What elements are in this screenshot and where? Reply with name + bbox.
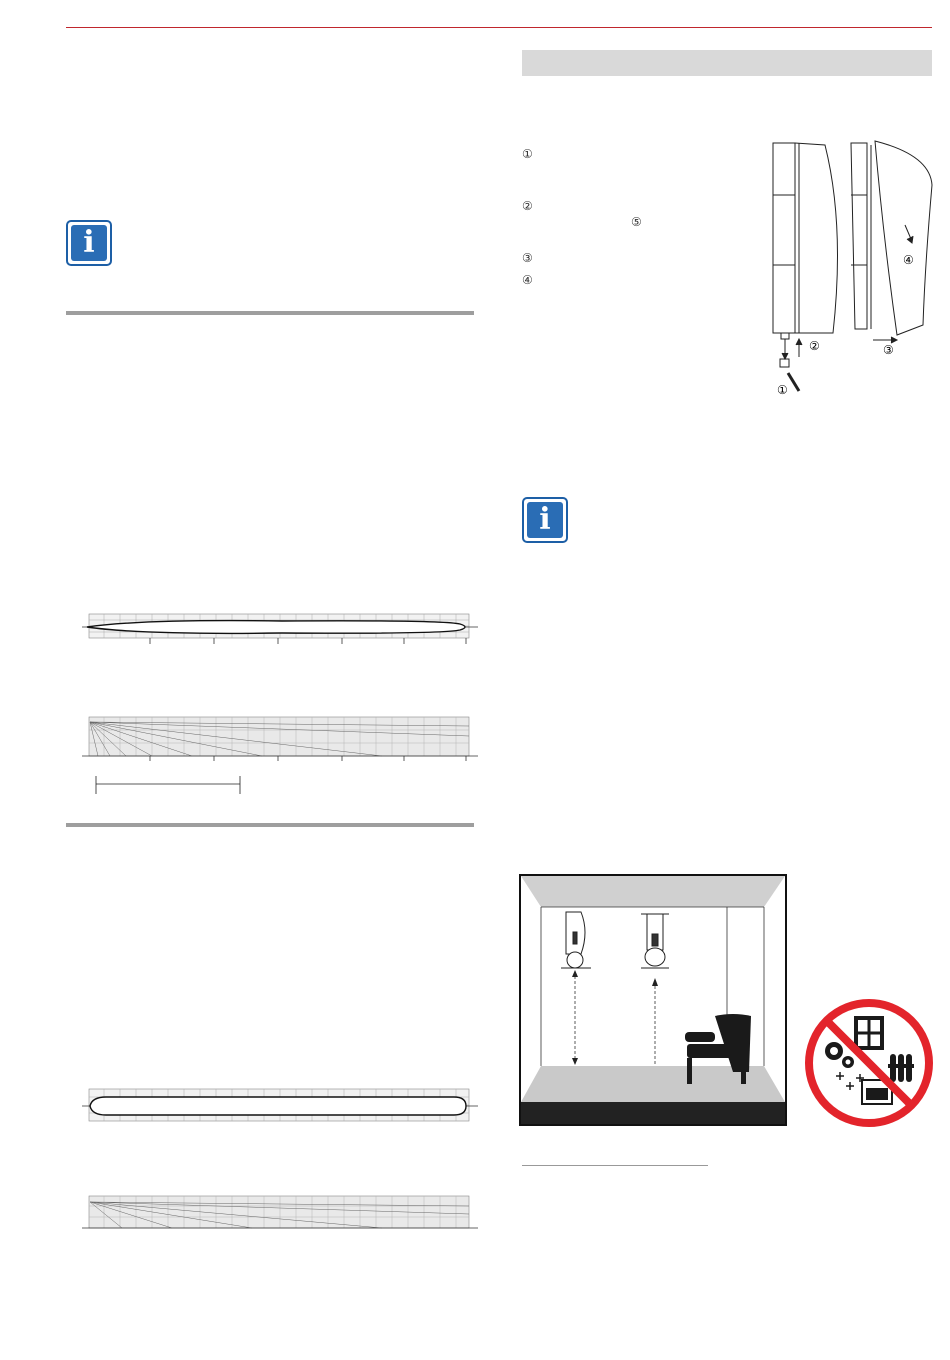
figure-label-4: ④	[903, 253, 914, 267]
prohibited-sources-sign	[804, 998, 934, 1128]
step-marker-2: ②	[522, 199, 533, 213]
radiator-icon	[888, 1054, 914, 1082]
section-rule	[66, 311, 474, 315]
room-installation-illustration	[519, 874, 787, 1126]
step-marker-1: ①	[522, 147, 533, 161]
detector-opening-figure	[755, 135, 935, 405]
info-letter: i	[71, 225, 107, 261]
figure-label-3: ③	[883, 343, 894, 357]
section-header-bar	[522, 50, 932, 76]
coverage-side-view-2	[82, 1192, 478, 1234]
footnote-rule	[522, 1165, 708, 1166]
coverage-top-view-2	[82, 1085, 478, 1127]
figure-label-2: ②	[809, 339, 820, 353]
info-letter: i	[527, 502, 563, 538]
step-marker-5: ⑤	[631, 215, 642, 229]
info-icon	[66, 220, 112, 266]
section-rule	[66, 823, 474, 827]
window-icon	[854, 1016, 884, 1050]
info-icon	[522, 497, 568, 543]
header-rule	[66, 27, 932, 28]
figure-label-1: ①	[777, 383, 788, 397]
coverage-top-view-1	[82, 612, 478, 652]
step-marker-4: ④	[522, 273, 533, 287]
step-marker-3: ③	[522, 251, 533, 265]
coverage-side-view-1	[82, 712, 478, 798]
